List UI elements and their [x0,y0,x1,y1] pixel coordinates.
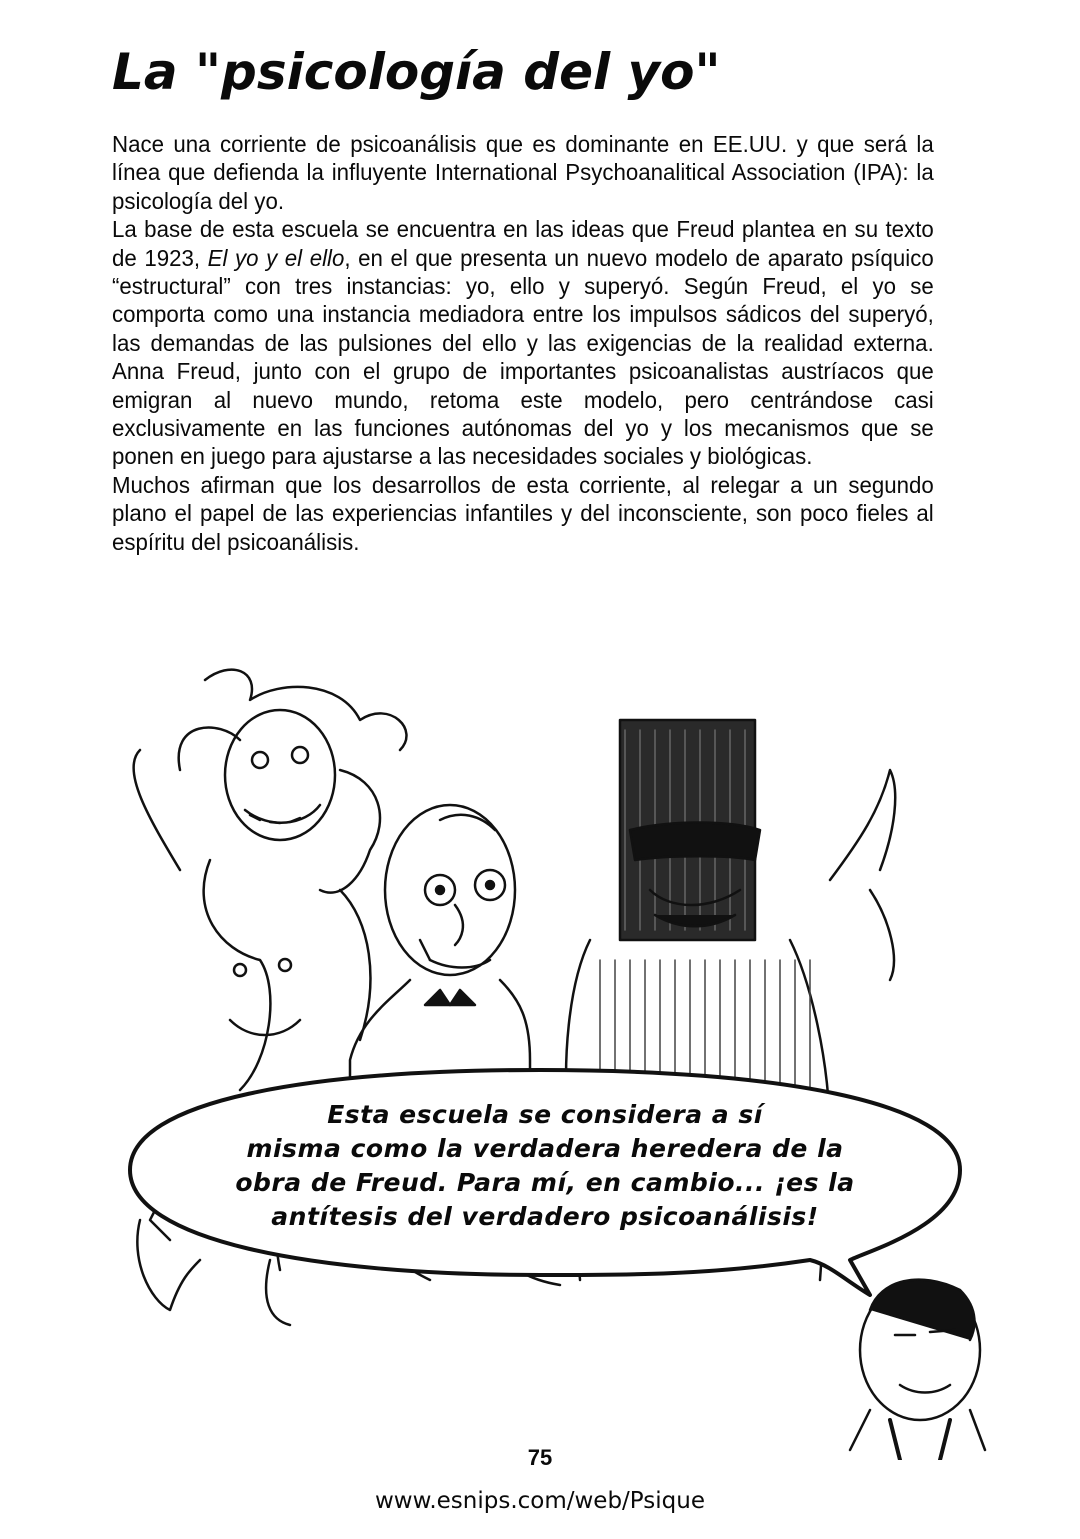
paragraph-1: Nace una corriente de psicoanálisis que es dominante en EE.UU. y que será la línea que defienda la influyente International Psychoanalitical Association (IPA): la psicología del yo. [112,131,934,214]
paragraph-2-end: , en el que presenta un nuevo modelo de aparato psíquico “estructural” con tres instancias: yo, ello y superyó. Según Freud, el yo se comporta como una instancia mediadora entre los impulsos sádicos del superyó, las demandas de las pulsiones del ello y las exigencias de la realidad externa. Anna Freud, junto con el grupo de importantes psicoanalistas austríacos que emigran al nuevo mundo, retoma este modelo, pero centrándose casi exclusivamente en las funciones autónomas del yo y los mecanismos que se ponen en juego para ajustarse a las necesidades sociales y biológicas. [112,244,934,470]
footer-url: www.esnips.com/web/Psique [375,1488,705,1514]
paragraph-3: Muchos afirman que los desarrollos de esta corriente, al relegar a un segundo plano el papel de las experiencias infantiles y del inconsciente, son poco fieles al espíritu del psicoanálisis. [112,471,934,555]
figure-speaker [850,1280,985,1460]
body-text [112,130,934,556]
speech-line-3: obra de Freud. Para mí, en cambio... ¡es la [235,1168,855,1197]
page-title: La "psicología del yo" [112,43,721,101]
speech-bubble-text [200,1098,890,1234]
page-number: 75 [527,1445,553,1470]
speech-line-1: Esta escuela se considera a sí [327,1100,763,1129]
book-title: El yo y el ello [207,244,345,271]
paragraph-2 [112,215,934,471]
cartoon-illustration [110,660,990,1460]
speech-line-4: antítesis del verdadero psicoanálisis! [271,1202,819,1231]
paragraph-2-start: La base de esta escuela se encuentra en las ideas que Freud plantea en su texto de 1923, [112,216,934,271]
speech-line-2: misma como la verdadera heredera de la [246,1134,844,1163]
